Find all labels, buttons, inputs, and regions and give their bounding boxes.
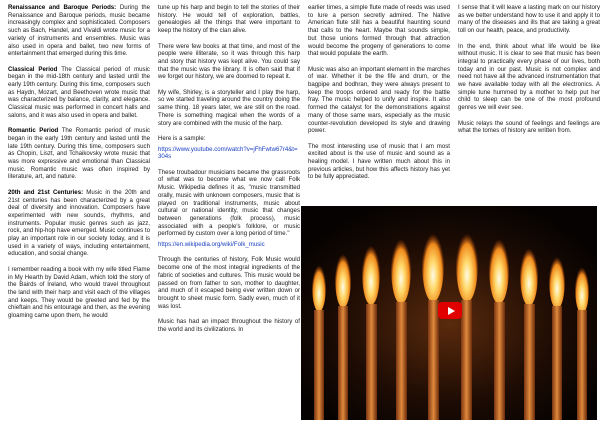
renaissance-text: During the Renaissance and Baroque periods, music became increasingly complex and sophisticated. Composers such as Bach, Handel, and Vivaldi wrote music for a variety of instruments and ensembles. Music was also used in opera and ballet, two new forms of entertainment that emerged during this time. [8, 4, 150, 58]
column-1 [8, 4, 150, 424]
classical-heading: Classical Period [8, 65, 58, 73]
col3-paragraph-1: earlier times, a simple flute made of reeds was used to lure a person secretly admired. The Native American flute still has a beautiful haunting sound that calls to the heart. Maybe that sounds simple, but those unions formed through that attraction would become the progeny of generations to come that would populate the earth. [308, 4, 450, 58]
youtube-link[interactable]: https://www.youtube.com/watch?v=jFhFwtw67r4&t=304s [158, 145, 298, 161]
c20-text: Music in the 20th and 21st centuries has been characterized by a great deal of diversity and innovation. Composers have experimented with new sounds, rhythms, and instruments. Popular music genres such as jazz, rock, and hip-hop have emerged. Music continues to play an important role in our society today, and it is used in a variety of ways, including entertainment, education, and social change. [8, 188, 150, 258]
romantic-heading: Romantic Period [8, 127, 59, 135]
classical-text: The Classical period of music began in the mid-18th century and lasted until the early 19th century. During this time, composers such as Haydn, Mozart, and Beethoven wrote music that was characterized by balance, clarity, and elegance. Classical music was performed in concert halls and salons, and it was also used in opera and ballet. [8, 65, 150, 119]
sample-intro: Here is a sample: [158, 134, 206, 142]
video-embed[interactable] [301, 206, 597, 420]
col2-paragraph-5: Through the centuries of history, Folk Music would become one of the most integral ingredients of the fabric of societies and cultures. This music would be passed on from father to son, mother to daughter, and much of it escaped being ever written down or brought to sheet music form. Sadly even, much of it was lost. [158, 256, 300, 310]
col3-paragraph-3: The most interesting use of music that I am most excited about is the use of music and sound as a healing model. I have written much about this in previous articles, but how this affects history has yet to be fully appreciated. [308, 142, 450, 181]
wikipedia-link[interactable]: https://en.wikipedia.org/wiki/Folk_music [158, 241, 265, 249]
col2-paragraph-4: These troubadour musicians became the grassroots of what was to become what we now call Folk Music. Wikipedia defines it as, "music transmitted orally, music with unknown composers, music that is played on traditional instruments, music about cultural or national identity, music that changes between generations (folk process), music associated with a people's folklore, or music performed by custom over a long period of time." [158, 168, 300, 238]
romantic-section [8, 127, 150, 181]
renaissance-section [8, 4, 150, 58]
col2-paragraph-3: My wife, Shirley, is a storyteller and I play the harp, so we started traveling around the country doing the same thing. 18 years later, we are still on the road. There is something magical when the words of a story are combined with the music of the harp. [158, 88, 300, 127]
harp-story-paragraph: I remember reading a book with my wife titled Flame in My Hearth by David Adam, which told the story of the Bairds of Ireland, who would travel throughout the land with their harp and visit each of the villages and keeps. They would be greeted and fed by the chieftain and his entourage and then, as the evening gloaming came upon them, he would [8, 265, 150, 320]
classical-section [8, 66, 150, 120]
wiki-link-block [158, 241, 300, 249]
sample-link-block [158, 146, 300, 161]
column-2 [158, 4, 300, 424]
c20-heading: 20th and 21st Centuries: [8, 188, 84, 196]
col4-paragraph-1: I sense that it will leave a lasting mark on our history as we better understand how to use it and apply it to many of the diseases and ills that are taking a great toll on our health, peace, and productivity. [458, 4, 600, 35]
c20-section [8, 189, 150, 258]
col4-paragraph-2: In the end, think about what life would be like without music. It is clear to see that music has been integral to practically every phase of our lives, both today and in our past. Music is not complex and need not have all the advanced instrumentation that we have available today with all the electronics. A simple tune hummed by a mother to help put her child to sleep can be one of the most profound genres we will ever see. [458, 42, 600, 112]
col2-paragraph-6: Music has had an impact throughout the history of the world and its civilizations. In [158, 318, 300, 333]
col2-paragraph-1: tune up his harp and begin to tell the stories of their history. He would tell of exploration, battles, genealogies all the things that were important to keep the history of the clan alive. [158, 4, 300, 35]
romantic-text: The Romantic period of music began in the early 19th century and lasted until the late 19th century. During this time, composers such as Chopin, Liszt, and Tchaikovsky wrote music that was more expressive and emotional than Classical music. Romantic music was often inspired by literature, art, and nature. [8, 127, 150, 181]
col3-paragraph-2: Music was also an important element in the marches of war. Whether it be the fife and drum, or the bagpipe and bodhran, they were always present to keep the troops ordered and ready for the battle fray. The music helped to unify and inspire. It also formed the catalyst for the demonstrations against many of those same wars, especially as the music counter-revolution developed its style and drawing power. [308, 65, 450, 135]
sample-block [158, 135, 300, 143]
renaissance-heading: Renaissance and Baroque Periods: [8, 4, 117, 11]
play-triangle-icon [448, 307, 455, 315]
youtube-play-icon[interactable] [438, 302, 462, 319]
col2-paragraph-2: There were few books at that time, and most of the people were illiterate, so it was through this harp and story that history was kept alive. You could say that the music was the library. It is often said that if we forget our history, we are doomed to repeat it. [158, 42, 300, 81]
col4-paragraph-3: Music relays the sound of feelings and feelings are what the tomes of history are written from. [458, 119, 600, 135]
